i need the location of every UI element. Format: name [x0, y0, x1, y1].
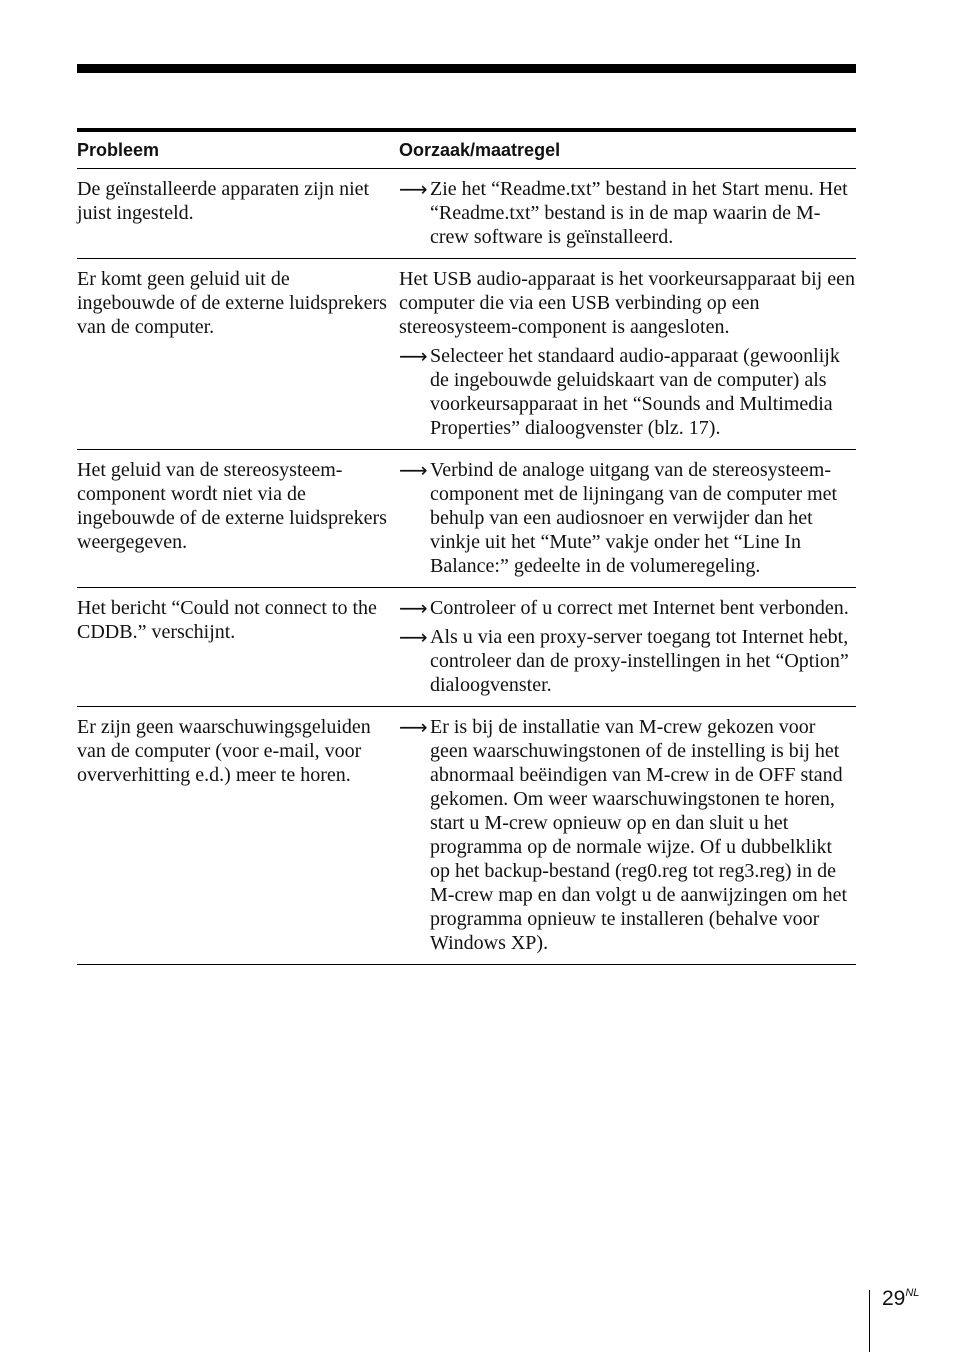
arrow-right-icon: ⟶: [399, 177, 428, 201]
table-row: [77, 588, 856, 707]
cause-cell: [399, 596, 856, 697]
remedy-item: [399, 596, 856, 620]
arrow-right-icon: ⟶: [399, 596, 428, 620]
header-cause: Oorzaak/maatregel: [399, 139, 561, 160]
arrow-right-icon: ⟶: [399, 625, 428, 649]
remedy-text: Verbind de analoge uitgang van de stereosysteem-component met de lijningang van de computer met behulp van een audiosnoer en verwijder dan het vinkje uit het “Mute” vakje onder het “Line In Balance:” gedeelte in de volumeregeling.: [430, 459, 838, 577]
cause-cell: [399, 715, 856, 955]
table-row: [77, 259, 856, 450]
problem-cell: Het bericht “Could not connect to the CDDB.” verschijnt.: [77, 597, 377, 643]
arrow-right-icon: ⟶: [399, 344, 428, 368]
arrow-right-icon: ⟶: [399, 458, 428, 482]
remedy-item: [399, 625, 856, 697]
problem-cell: Het geluid van de stereosysteem-component wordt niet via de ingebouwde of de externe luidsprekers weergegeven.: [77, 459, 387, 553]
remedy-item: [399, 344, 856, 440]
header-problem: Probleem: [77, 139, 160, 160]
remedy-text: Er is bij de installatie van M-crew gekozen voor geen waarschuwingstonen of de instelling is bij het abnormaal beëindigen van M-crew in de OFF stand gekomen. Om weer waarschuwingstonen te horen, start u M-crew opnieuw op en dan sluit u het programma op de normale wijze. Of u dubbelklikt op het backup-bestand (reg0.reg tot reg3.reg) in de M-crew map en dan volgt u de aanwijzingen om het programma opnieuw te installeren (behalve voor Windows XP).: [430, 716, 848, 954]
remedy-item: [399, 458, 856, 578]
top-rule-bar: [77, 64, 856, 73]
remedy-item: [399, 715, 856, 955]
problem-cell: Er komt geen geluid uit de ingebouwde of de externe luidsprekers van de computer.: [77, 268, 387, 338]
cause-paragraph: Het USB audio-apparaat is het voorkeursapparaat bij een computer die via een USB verbinding op een stereosysteem-component is aangesloten.: [399, 268, 855, 338]
cause-cell: [399, 267, 856, 440]
page-number-rule: [869, 1290, 870, 1352]
problem-cell: De geïnstalleerde apparaten zijn niet juist ingesteld.: [77, 178, 370, 224]
remedy-text: Als u via een proxy-server toegang tot Internet hebt, controleer dan de proxy-instellingen in het “Option” dialoogvenster.: [430, 626, 849, 696]
cause-cell: [399, 177, 856, 249]
problem-cell: Er zijn geen waarschuwingsgeluiden van de computer (voor e-mail, voor oververhitting e.d.) meer te horen.: [77, 716, 371, 786]
table-row: [77, 169, 856, 259]
page-language-code: NL: [905, 1287, 920, 1299]
cause-cell: [399, 458, 856, 578]
table-row: [77, 707, 856, 965]
table-row: [77, 450, 856, 588]
remedy-text: Controleer of u correct met Internet bent verbonden.: [430, 597, 849, 619]
troubleshooting-table: [77, 128, 856, 965]
table-header: [77, 132, 856, 169]
remedy-text: Selecteer het standaard audio-apparaat (gewoonlijk de ingebouwde geluidskaart van de computer) als voorkeursapparaat in het “Sounds and Multimedia Properties” dialoogvenster (blz. 17).: [430, 345, 840, 439]
page-number: [882, 1287, 919, 1311]
remedy-text: Zie het “Readme.txt” bestand in het Start menu. Het “Readme.txt” bestand is in de map waarin de M-crew software is geïnstalleerd.: [430, 178, 848, 248]
page-number-value: 29: [882, 1287, 906, 1310]
remedy-item: [399, 177, 856, 249]
arrow-right-icon: ⟶: [399, 715, 428, 739]
table-body: [77, 169, 856, 965]
